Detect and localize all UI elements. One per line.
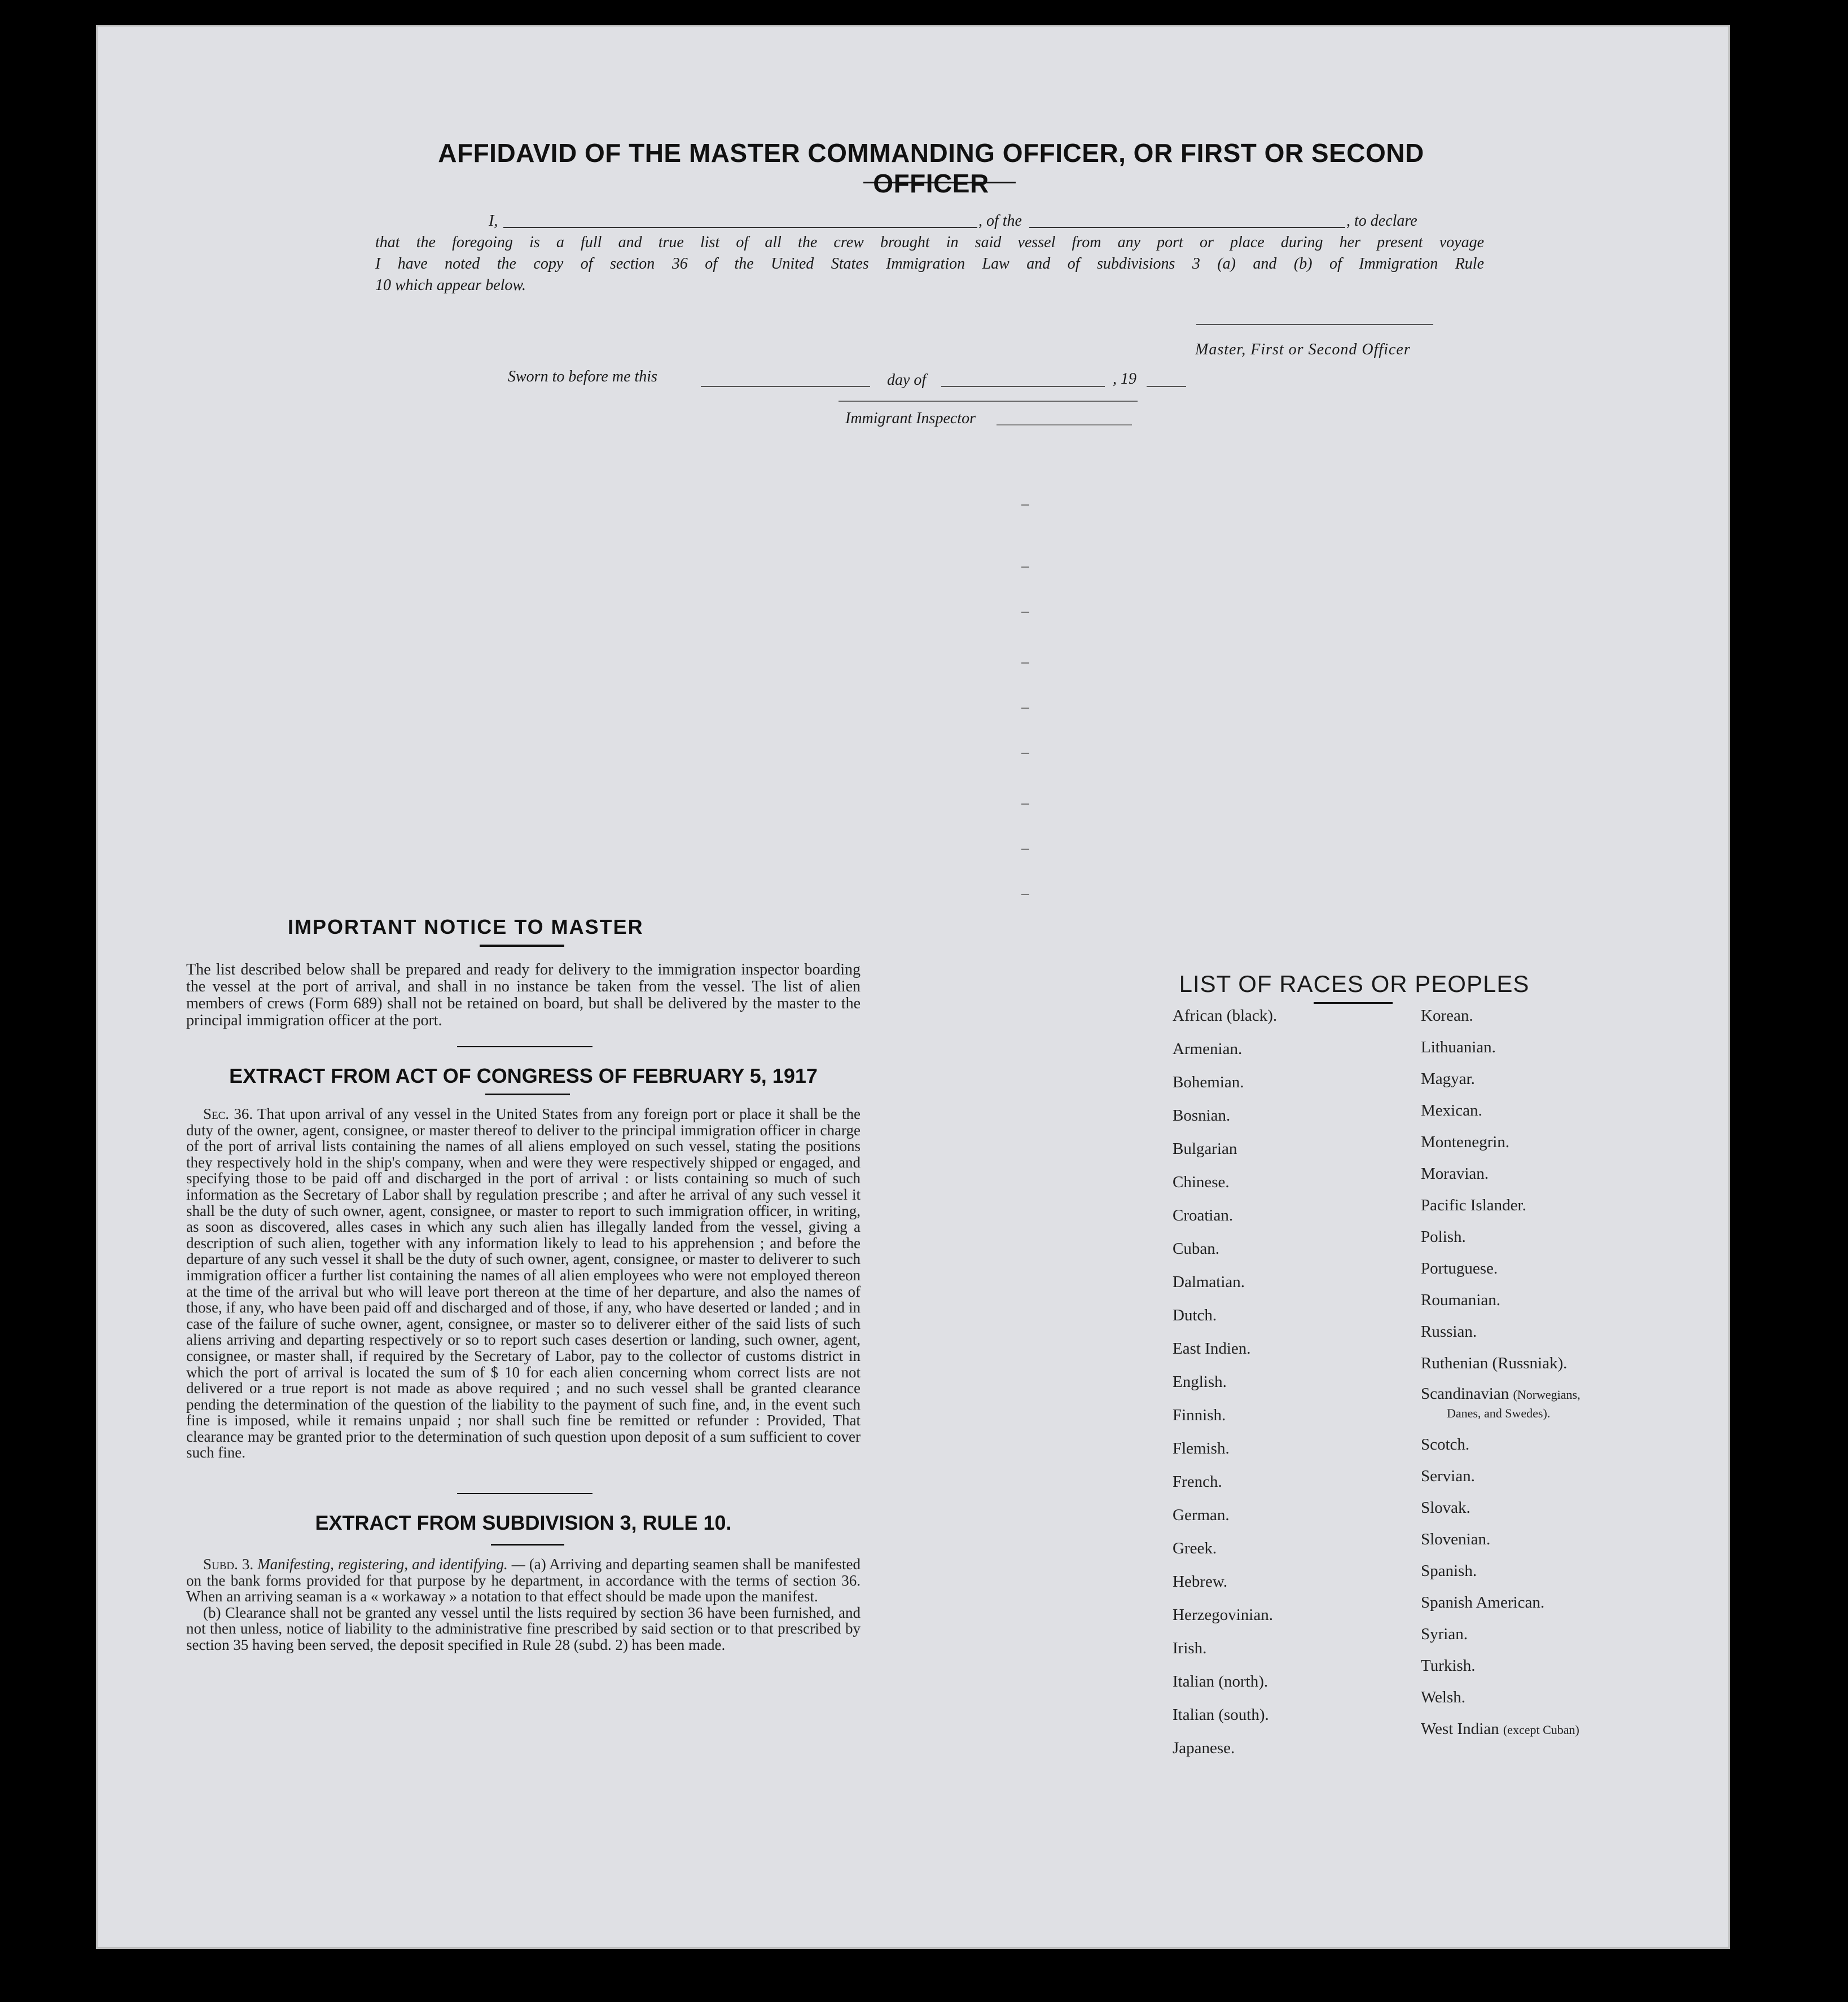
race-item: Syrian. (1421, 1625, 1468, 1643)
race-item: Italian (south). (1173, 1706, 1269, 1724)
west-indian-note: (except Cuban) (1503, 1723, 1579, 1737)
punch-hole (1777, 713, 1801, 737)
sworn-label: Sworn to before me this (508, 368, 657, 385)
punch-hole (1790, 242, 1814, 265)
race-item: Chinese. (1173, 1173, 1230, 1191)
notice-body: The list described below shall be prepared and ready for delivery to the immigration inspector boarding the vessel at the port of arrival, and shall in no instance be taken from the vessel. The list of alien members of crews (Form 689) shall not be retained on board, but shall be delivered by the master to the principal immigration officer at the port. (186, 961, 861, 1029)
notice-title: IMPORTANT NOTICE TO MASTER (288, 915, 644, 938)
race-item: Herzegovinian. (1173, 1606, 1273, 1624)
sworn-year-line[interactable] (1147, 386, 1186, 387)
inspector-signature-line[interactable] (839, 401, 1138, 402)
race-item: Cuban. (1173, 1240, 1219, 1258)
punch-hole (1776, 623, 1800, 647)
race-item: Bulgarian (1173, 1140, 1237, 1158)
punch-hole (1757, 1732, 1781, 1756)
rule-extract-title: EXTRACT FROM SUBDIVISION 3, RULE 10. (315, 1511, 732, 1534)
race-item: Armenian. (1173, 1040, 1243, 1058)
affidavit-body-line1: that the foregoing is a full and true list of all the crew brought in said vessel from any port or place during her present voyage (375, 234, 1484, 251)
race-item: Roumanian. (1421, 1291, 1500, 1309)
subd-label: Subd. 3. (203, 1556, 254, 1573)
notice-end-rule (457, 1046, 592, 1047)
act-extract-title: EXTRACT FROM ACT OF CONGRESS OF FEBRUARY 5, 1917 (229, 1064, 818, 1087)
race-label: West Indian (1421, 1720, 1499, 1738)
race-item-scandinavian (1421, 1385, 1581, 1422)
scandinavian-note: (Norwegians, (1513, 1388, 1581, 1402)
race-item: Korean. (1421, 1007, 1473, 1025)
punch-hole (1789, 330, 1812, 353)
race-item: Italian (north). (1173, 1672, 1268, 1691)
race-item: Montenegrin. (1421, 1133, 1510, 1151)
act-end-rule (457, 1493, 592, 1494)
master-label: Master, First or Second Officer (1195, 341, 1411, 358)
affidavit-of-the-label: , of the (978, 212, 1022, 230)
race-item: Russian. (1421, 1323, 1477, 1341)
race-item: Magyar. (1421, 1070, 1475, 1088)
race-item: Finnish. (1173, 1406, 1226, 1424)
scandinavian-note-cont: Danes, and Swedes). (1447, 1406, 1551, 1420)
margin-tick (1021, 849, 1029, 850)
act-section-text: That upon arrival of any vessel in the United States from any foreign port or place it shall be the duty of the owner, agent, consignee, or master thereof to deliver to the principal immigration officer in charge of the port of arrival lists containing the names of all aliens employed on such vessel, stating the positions they respectively hold in the ship's company, when and were they were respectively shipped or engaged, and specifying those to be paid off and discharged in the port of arrival : or lists containing so much of such information as the Secretary of Labor shall by regulation prescribe ; and after he arrival of any such vessel it shall be the duty of such owner, agent, consignee, or master to report to such immigration officer, in writing, as soon as discovered, alles cases in which any such alien has illegally landed from the vessel, giving a description of such alien, together with any information likely to lead to his apprehension ; and before the departure of any such vessel it shall be the duty of such owner, agent, consignee, or master to deliverer to such immigration officer a further list containing the names of all alien employees who were not employed thereon at the time of the arrival but who will leave port thereon at the time of her departure, and also the names of those, if any, who have been paid off and discharged and of those, if any, who have deserted or landed ; and in case of the failure of suche owner, agent, consignee, or master so to deliverer either of the said lists of such aliens arriving and departing respectively or so to report such cases desertion or landing, such owner, agent, consignee, or master shall, if required by the Secretary of Labor, pay to the collector of customs district in which the port of arrival is located the sum of $ 10 for each alien concerning whom correct lists are not delivered or a true report is not made as above required ; and no such vessel shall be granted clearance pending the determination of the question of the liability to the payment of such fine, and, in the event such fine is imposed, while it remains unpaid ; nor shall such fine be remitted or refunder : Provided, That clearance may be granted prior to the determination of such question upon deposit of a sum sufficient to cover such fine. (186, 1105, 861, 1461)
race-item: Mexican. (1421, 1101, 1482, 1119)
subd-para-a: (a) Arriving and departing seamen shall be manifested on the bank forms provided for that purpose by he department, in accordance with the terms of section 36. When an arriving seaman is a « workaway » a notation to that effect should be made upon the manifest. (186, 1556, 861, 1605)
act-extract-body (186, 1106, 861, 1461)
race-item: Pacific Islander. (1421, 1196, 1526, 1214)
race-item: Ruthenian (Russniak). (1421, 1354, 1568, 1372)
race-item: Slovenian. (1421, 1530, 1491, 1548)
races-title-rule (1314, 1002, 1393, 1004)
race-item: Bosnian. (1173, 1107, 1231, 1125)
affidavit-body-line2: I have noted the copy of section 36 of the United States Immigration Law and of subdivisions 3 (a) and (b) of Immigration Rule (375, 255, 1484, 273)
affidavit-to-declare-label: , to declare (1346, 212, 1417, 230)
margin-tick (1021, 894, 1029, 895)
margin-tick (1021, 753, 1029, 754)
inspector-extra-line (997, 424, 1132, 425)
punch-hole-tear (1745, 221, 1767, 266)
race-item: Flemish. (1173, 1439, 1230, 1457)
sworn-month-line[interactable] (941, 386, 1105, 387)
rule-extract-title-rule (491, 1544, 564, 1546)
master-signature-line[interactable] (1196, 324, 1433, 325)
race-item: Bohemian. (1173, 1073, 1244, 1091)
race-item: Japanese. (1173, 1739, 1235, 1757)
subd-heading: Manifesting, registering, and identifying. — (257, 1556, 525, 1573)
race-item-west-indian (1421, 1720, 1579, 1738)
sworn-day-line[interactable] (701, 386, 870, 387)
year-label: , 19 (1113, 370, 1136, 388)
race-item: French. (1173, 1473, 1222, 1491)
race-item: Welsh. (1421, 1688, 1466, 1706)
margin-tick (1021, 567, 1029, 568)
race-item: Servian. (1421, 1467, 1475, 1485)
punch-hole (1772, 1263, 1796, 1287)
race-item: Hebrew. (1173, 1573, 1228, 1591)
affidavit-title-rule (863, 182, 1016, 183)
race-label: Scandinavian (1421, 1385, 1509, 1403)
margin-tick (1021, 504, 1029, 506)
race-item: Scotch. (1421, 1435, 1470, 1454)
punch-hole (1742, 143, 1766, 167)
rule-extract-body (186, 1556, 861, 1653)
race-item: Turkish. (1421, 1657, 1476, 1675)
race-item: Spanish American. (1421, 1593, 1545, 1612)
act-extract-title-rule (485, 1094, 570, 1095)
margin-tick (1021, 804, 1029, 805)
vessel-name-line[interactable] (1029, 227, 1345, 228)
race-item: Irish. (1173, 1639, 1207, 1657)
subd-para-b: (b) Clearance shall not be granted any vessel until the lists required by section 36 have been furnished, and not then unless, notice of liability to the administrative fine prescribed by said section or to that prescribed by section 35 having been served, the deposit specified in Rule 28 (subd. 2) has been made. (186, 1604, 861, 1653)
race-item: Polish. (1421, 1228, 1466, 1246)
margin-tick (1021, 708, 1029, 709)
races-title: LIST OF RACES OR PEOPLES (1179, 971, 1530, 997)
punch-hole (1759, 1643, 1783, 1667)
race-item: Dutch. (1173, 1306, 1217, 1324)
margin-tick (1021, 612, 1029, 613)
race-item: Portuguese. (1421, 1259, 1498, 1277)
affidavit-title: AFFIDAVID OF THE MASTER COMMANDING OFFICER, OR FIRST OR SECOND OFFICER (438, 138, 1424, 198)
affidavit-i-label: I, (489, 212, 498, 230)
race-item: Moravian. (1421, 1165, 1489, 1183)
race-item: German. (1173, 1506, 1230, 1524)
document-page (96, 25, 1730, 1949)
race-item: Spanish. (1421, 1562, 1477, 1580)
race-item: East Indien. (1173, 1340, 1251, 1358)
notice-title-rule (480, 945, 564, 947)
race-item: English. (1173, 1373, 1227, 1391)
race-item: Greek. (1173, 1539, 1217, 1557)
race-item: Dalmatian. (1173, 1273, 1245, 1291)
margin-tick (1021, 662, 1029, 664)
act-section-label: Sec. 36. (203, 1105, 253, 1122)
punch-hole (1770, 1352, 1793, 1376)
affidavit-body-line3: 10 which appear below. (375, 276, 526, 294)
day-of-label: day of (887, 371, 927, 389)
inspector-label: Immigrant Inspector (845, 410, 976, 427)
race-item: African (black). (1173, 1007, 1278, 1025)
race-item: Lithuanian. (1421, 1038, 1496, 1056)
master-name-line[interactable] (503, 227, 977, 228)
race-item: Croatian. (1173, 1206, 1234, 1224)
race-item: Slovak. (1421, 1499, 1471, 1517)
